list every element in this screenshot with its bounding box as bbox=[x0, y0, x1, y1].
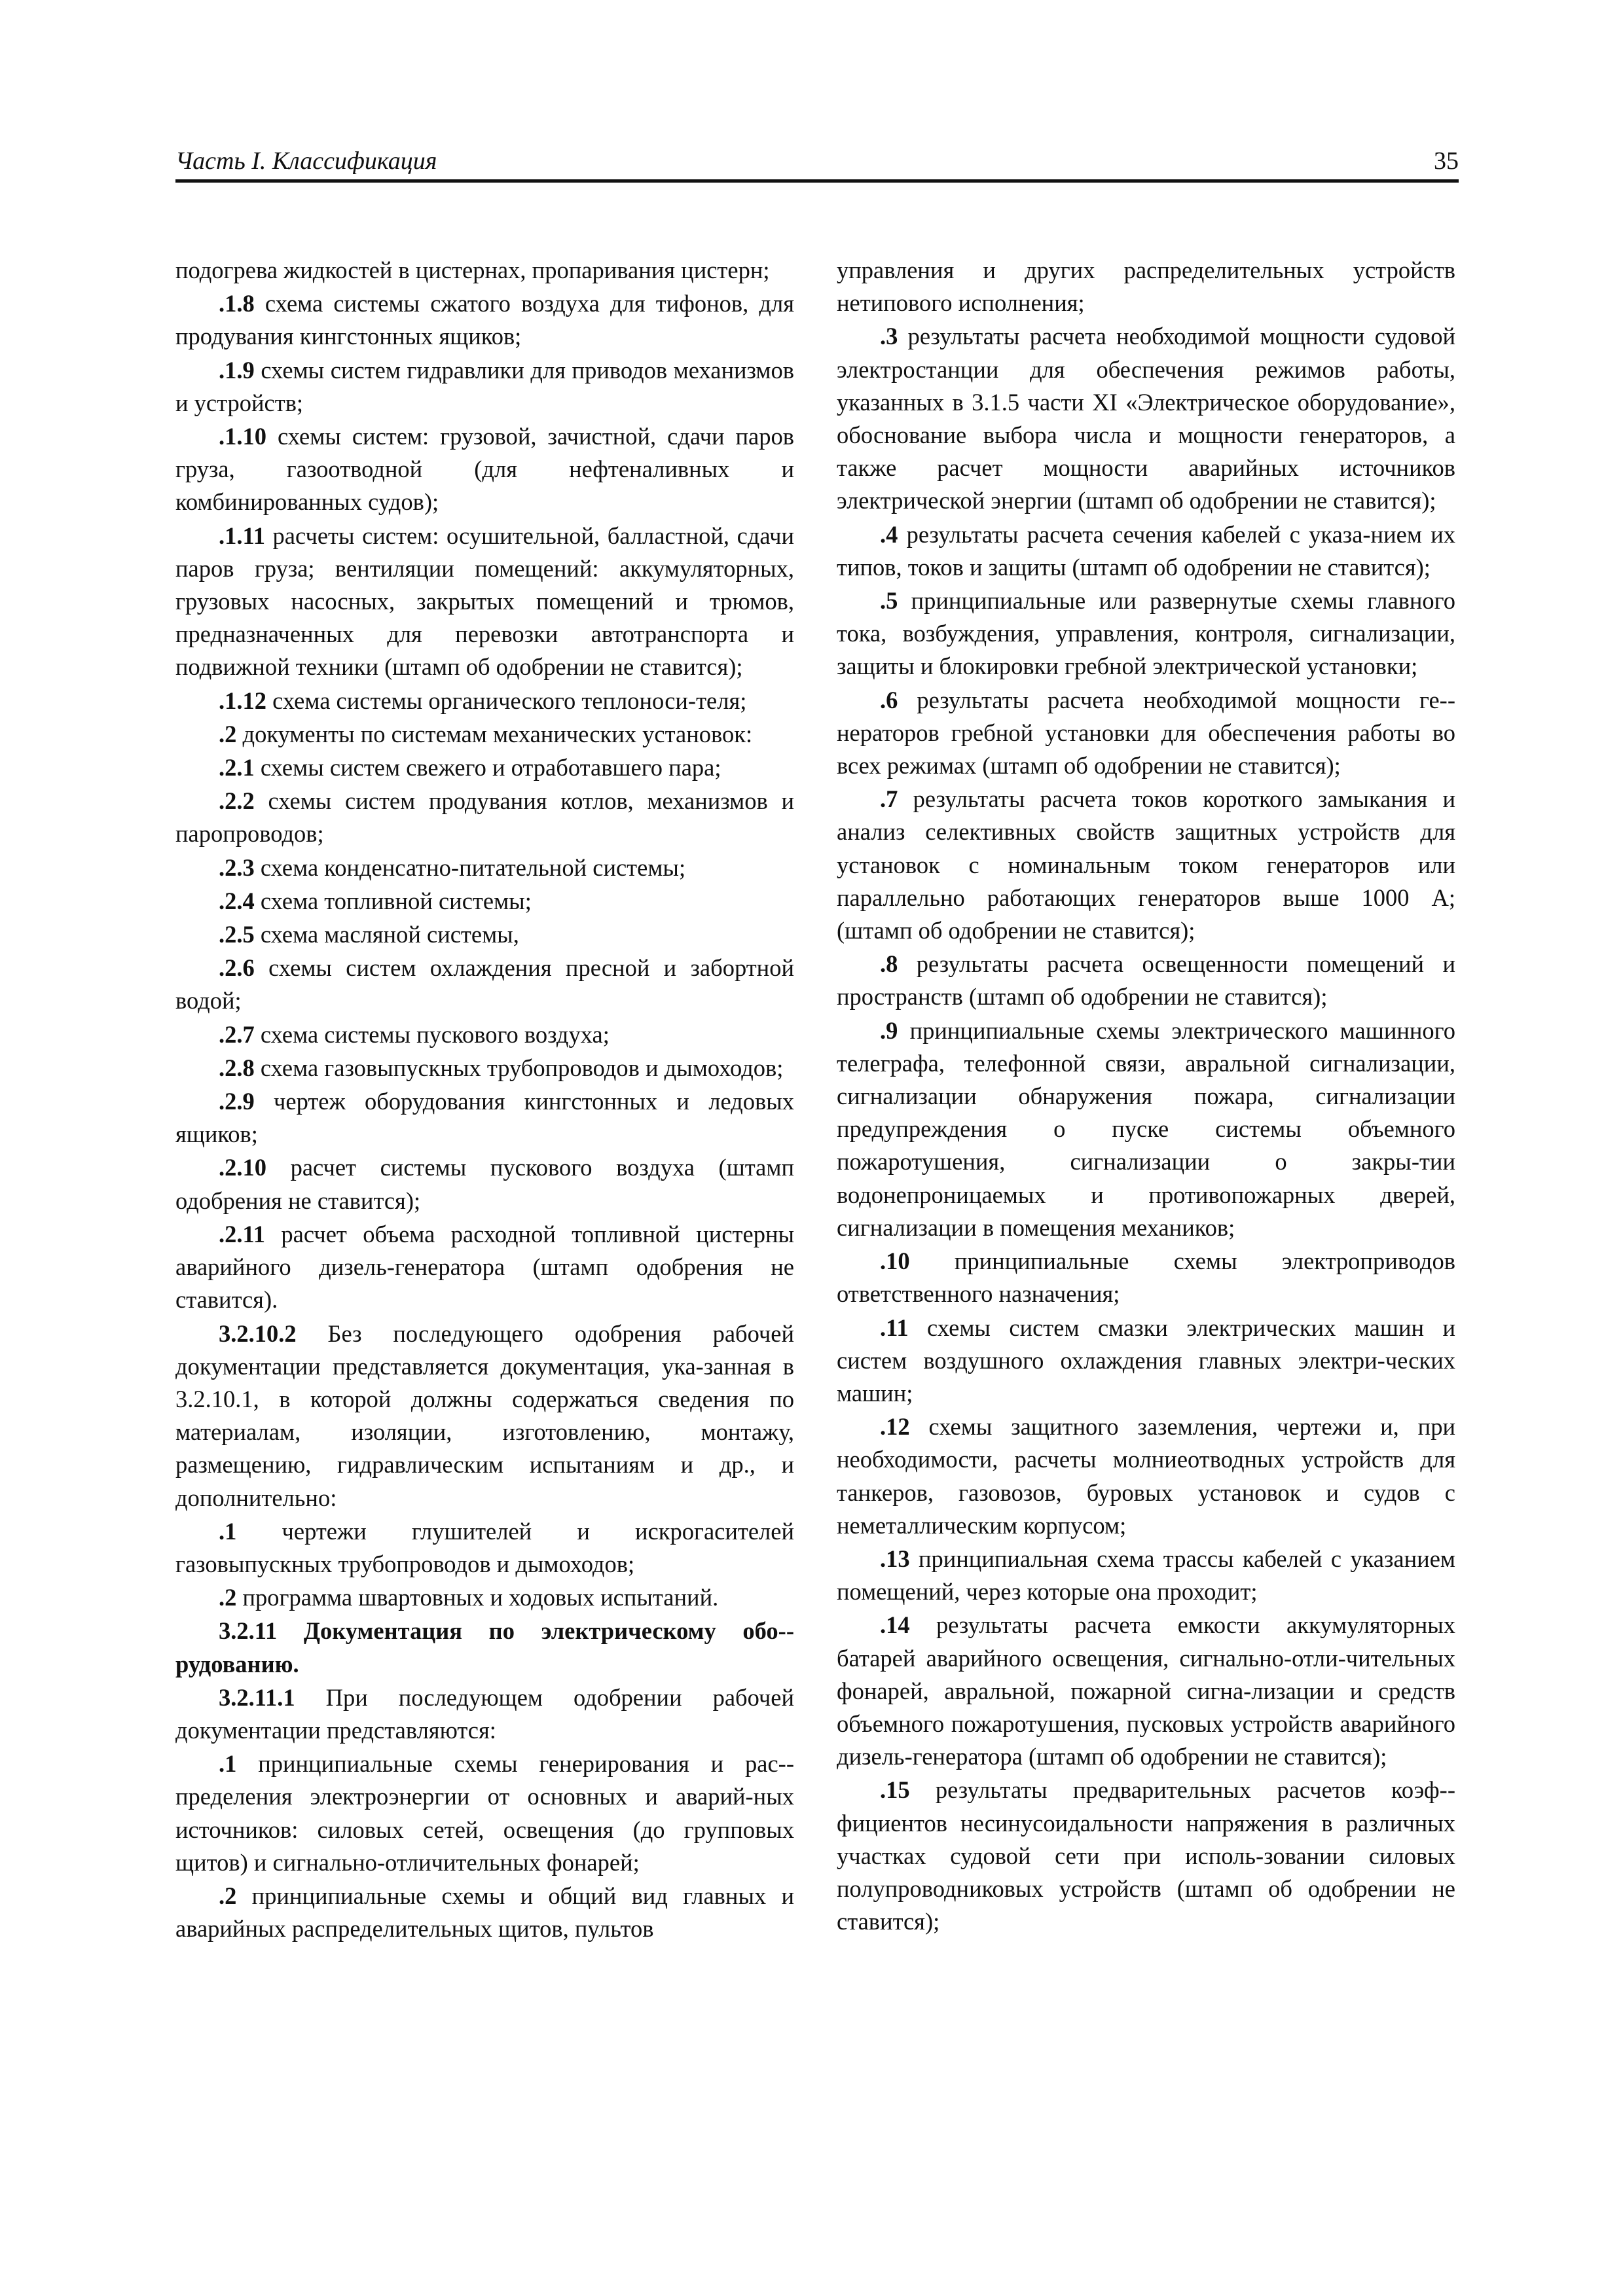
page-header bbox=[175, 145, 1459, 183]
item-text: схема системы органического теплоноси-теля; bbox=[266, 687, 747, 714]
item-text: принципиальная схема трассы кабелей с указанием помещений, через которые она проходит; bbox=[837, 1545, 1455, 1605]
item-number: .7 bbox=[880, 785, 898, 813]
paragraph bbox=[175, 1151, 794, 1217]
paragraph bbox=[175, 918, 794, 951]
item-text: результаты расчета сечения кабелей с указа-нием их типов, токов и защиты (штамп об одобрении не ставится); bbox=[837, 520, 1455, 581]
paragraph bbox=[837, 684, 1455, 783]
item-text: принципиальные схемы и общий вид главных и аварийных распределительных щитов, пультов bbox=[175, 1882, 794, 1943]
item-text: схемы систем охлаждения пресной и забортной водой; bbox=[175, 954, 794, 1014]
paragraph bbox=[175, 254, 794, 287]
paragraph bbox=[175, 1748, 794, 1879]
item-text: схема системы пускового воздуха; bbox=[254, 1020, 610, 1048]
item-number: .15 bbox=[880, 1776, 910, 1804]
item-text: чертеж оборудования кингстонных и ледовых ящиков; bbox=[175, 1088, 794, 1148]
item-number: .2.11 bbox=[219, 1220, 265, 1247]
item-text: подогрева жидкостей в цистернах, пропаривания цистерн; bbox=[175, 257, 770, 283]
paragraph bbox=[837, 1312, 1455, 1410]
item-text: При последующем одобрении рабочей документации представляются: bbox=[175, 1683, 794, 1744]
item-text: схемы систем смазки электрических машин и систем воздушного охлаждения главных электри-ческих машин; bbox=[837, 1314, 1455, 1407]
running-title: Часть I. Классификация bbox=[175, 147, 437, 175]
item-text: Без последующего одобрения рабочей документации представляется документация, ука-занная в 3.2.10.1, в которой должны содержаться сведения по материалам, изоляции, изготовлению, монтажу, размещению, гидравлическим испытаниям и др., и дополнительно: bbox=[175, 1319, 794, 1511]
paragraph bbox=[837, 518, 1455, 584]
item-number: .1.8 bbox=[219, 290, 255, 317]
item-text: расчет объема расходной топливной цистерны аварийного дизель-генератора (штамп одобрения не ставится). bbox=[175, 1220, 794, 1314]
item-number: .8 bbox=[880, 950, 898, 978]
item-number: .2.2 bbox=[219, 787, 255, 815]
item-number: .1 bbox=[219, 1517, 237, 1545]
item-text: расчеты систем: осушительной, балластной, сдачи паров груза; вентиляции помещений: аккумуляторных, грузовых насосных, закрытых помещений и трюмов, предназначенных для перевозки автотранспорта и подвижной техники (штамп об одобрении не ставится); bbox=[175, 522, 794, 681]
item-text: расчет системы пускового воздуха (штамп одобрения не ставится); bbox=[175, 1154, 794, 1214]
item-number: .2.5 bbox=[219, 921, 255, 948]
left-column bbox=[175, 254, 794, 1945]
paragraph bbox=[175, 1318, 794, 1515]
item-number: .1.12 bbox=[219, 687, 266, 714]
paragraph bbox=[837, 783, 1455, 947]
item-number: .2 bbox=[219, 1584, 237, 1611]
item-text: схемы систем свежего и отработавшего пара; bbox=[254, 754, 721, 781]
paragraph bbox=[175, 1218, 794, 1317]
paragraph bbox=[175, 354, 794, 420]
item-text: схемы систем гидравлики для приводов механизмов и устройств; bbox=[175, 356, 794, 416]
item-number: .2.4 bbox=[219, 887, 255, 914]
item-number: .2.7 bbox=[219, 1020, 255, 1048]
item-text: схема газовыпускных трубопроводов и дымоходов; bbox=[254, 1054, 784, 1081]
item-number: .3 bbox=[880, 323, 898, 350]
paragraph bbox=[175, 1681, 794, 1747]
item-number: .2.1 bbox=[219, 754, 255, 781]
item-text: принципиальные схемы генерирования и рас-пределения электроэнергии от основных и аварий-ных источников: силовых сетей, освещения (до групповых щитов) и сигнально-отличительных фонарей; bbox=[175, 1750, 794, 1876]
paragraph bbox=[175, 685, 794, 717]
item-number: .9 bbox=[880, 1016, 898, 1044]
item-number: .11 bbox=[880, 1314, 909, 1341]
paragraph bbox=[175, 1085, 794, 1151]
item-number: .2.8 bbox=[219, 1054, 255, 1081]
paragraph bbox=[175, 1880, 794, 1945]
item-number: .5 bbox=[880, 587, 898, 615]
item-number: .2.10 bbox=[219, 1154, 266, 1181]
item-text: схема масляной системы, bbox=[254, 921, 519, 948]
paragraph bbox=[175, 1615, 794, 1680]
paragraph bbox=[837, 1543, 1455, 1608]
item-text: принципиальные схемы электрического машинного телеграфа, телефонной связи, авральной сигнализации, сигнализации обнаружения пожара, сигнализации предупреждения о пуске системы объемного пожаротушения, сигнализации о закры-тии водонепроницаемых и противопожарных дверей, сигнализации в помещения механиков; bbox=[837, 1016, 1455, 1241]
item-number: .2 bbox=[219, 1882, 237, 1909]
item-number: .2.6 bbox=[219, 954, 255, 982]
item-text: результаты расчета необходимой мощности ге-нераторов гребной установки для обеспечения работы во всех режимах (штамп об одобрении не ставится); bbox=[837, 686, 1455, 780]
paragraph bbox=[837, 1245, 1455, 1310]
paragraph bbox=[175, 718, 794, 751]
item-number: .2.9 bbox=[219, 1088, 255, 1115]
item-text: схема конденсатно-питательной системы; bbox=[254, 853, 686, 881]
paragraph bbox=[175, 1515, 794, 1581]
item-number: 3.2.11.1 bbox=[219, 1683, 295, 1711]
item-number: .1 bbox=[219, 1750, 237, 1778]
item-number: 3.2.11 Документация по электрическому обо-рудованию. bbox=[175, 1617, 794, 1677]
item-text: схемы систем: грузовой, зачистной, сдачи паров груза, газоотводной (для нефтеналивных и комбинированных судов); bbox=[175, 423, 794, 516]
item-number: .6 bbox=[880, 686, 898, 713]
paragraph bbox=[837, 948, 1455, 1013]
item-number: .1.9 bbox=[219, 356, 255, 384]
paragraph bbox=[837, 254, 1455, 319]
paragraph bbox=[837, 320, 1455, 517]
item-text: результаты предварительных расчетов коэф-фициентов несинусоидальности напряжения в различных участках судовой сети при исполь-зовании силовых полупроводниковых устройств (штамп об одобрении не ставится); bbox=[837, 1776, 1455, 1935]
item-number: .13 bbox=[880, 1545, 910, 1572]
item-number: .1.11 bbox=[219, 522, 265, 549]
paragraph bbox=[837, 1609, 1455, 1773]
item-number: .2.3 bbox=[219, 853, 255, 881]
item-text: результаты расчета емкости аккумуляторных батарей аварийного освещения, сигнально-отли-чительных фонарей, авральной, пожарной сигна-лизации и средств объемного пожаротушения, пусковых устройств аварийного дизель-генератора (штамп об одобрении не ставится); bbox=[837, 1611, 1455, 1770]
paragraph bbox=[175, 1018, 794, 1051]
item-text: схема системы сжатого воздуха для тифонов, для продувания кингстонных ящиков; bbox=[175, 290, 794, 350]
item-number: .2 bbox=[219, 720, 237, 747]
paragraph bbox=[175, 952, 794, 1017]
item-text: результаты расчета необходимой мощности судовой электростанции для обеспечения режимов работы, указанных в 3.1.5 части XI «Электрическое оборудование», обоснование выбора числа и мощности генераторов, а также расчет мощности аварийных источников электрической энергии (штамп об одобрении не ставится); bbox=[837, 323, 1455, 514]
item-text: чертежи глушителей и искрогасителей газовыпускных трубопроводов и дымоходов; bbox=[175, 1517, 794, 1577]
paragraph bbox=[175, 420, 794, 519]
paragraph bbox=[175, 520, 794, 684]
item-text: результаты расчета токов короткого замыкания и анализ селективных свойств защитных устройств для установок с номинальным током генераторов или параллельно работающих генераторов выше 1000 А; (штамп об одобрении не ставится); bbox=[837, 785, 1455, 944]
item-text: схемы систем продувания котлов, механизмов и паропроводов; bbox=[175, 787, 794, 848]
item-number: .4 bbox=[880, 520, 898, 548]
item-number: .10 bbox=[880, 1247, 910, 1275]
item-text: результаты расчета освещенности помещений и пространств (штамп об одобрении не ставится); bbox=[837, 950, 1455, 1011]
paragraph bbox=[837, 1410, 1455, 1542]
right-column bbox=[837, 254, 1455, 1938]
item-number: .1.10 bbox=[219, 423, 266, 450]
item-text: схема топливной системы; bbox=[254, 887, 532, 914]
item-number: .12 bbox=[880, 1413, 910, 1441]
item-text: программа швартовных и ходовых испытаний. bbox=[236, 1584, 719, 1611]
item-number: .14 bbox=[880, 1611, 910, 1639]
item-text: принципиальные схемы электроприводов ответственного назначения; bbox=[837, 1247, 1455, 1308]
paragraph bbox=[837, 1014, 1455, 1244]
item-text: схемы защитного заземления, чертежи и, при необходимости, расчеты молниеотводных устройств для танкеров, газовозов, буровых установок и судов с неметаллическим корпусом; bbox=[837, 1413, 1455, 1539]
paragraph bbox=[175, 785, 794, 850]
paragraph bbox=[837, 1774, 1455, 1938]
paragraph bbox=[837, 584, 1455, 683]
item-number: 3.2.10.2 bbox=[219, 1319, 297, 1347]
paragraph bbox=[175, 1581, 794, 1614]
paragraph bbox=[175, 852, 794, 884]
paragraph bbox=[175, 885, 794, 918]
paragraph bbox=[175, 751, 794, 784]
paragraph bbox=[175, 287, 794, 353]
paragraph bbox=[175, 1052, 794, 1085]
page-number: 35 bbox=[1434, 147, 1459, 175]
item-text: управления и других распределительных устройств нетипового исполнения; bbox=[837, 257, 1455, 317]
item-text: документы по системам механических установок: bbox=[236, 720, 753, 747]
item-text: принципиальные или развернутые схемы главного тока, возбуждения, управления, контроля, сигнализации, защиты и блокировки гребной электрической установки; bbox=[837, 587, 1455, 680]
